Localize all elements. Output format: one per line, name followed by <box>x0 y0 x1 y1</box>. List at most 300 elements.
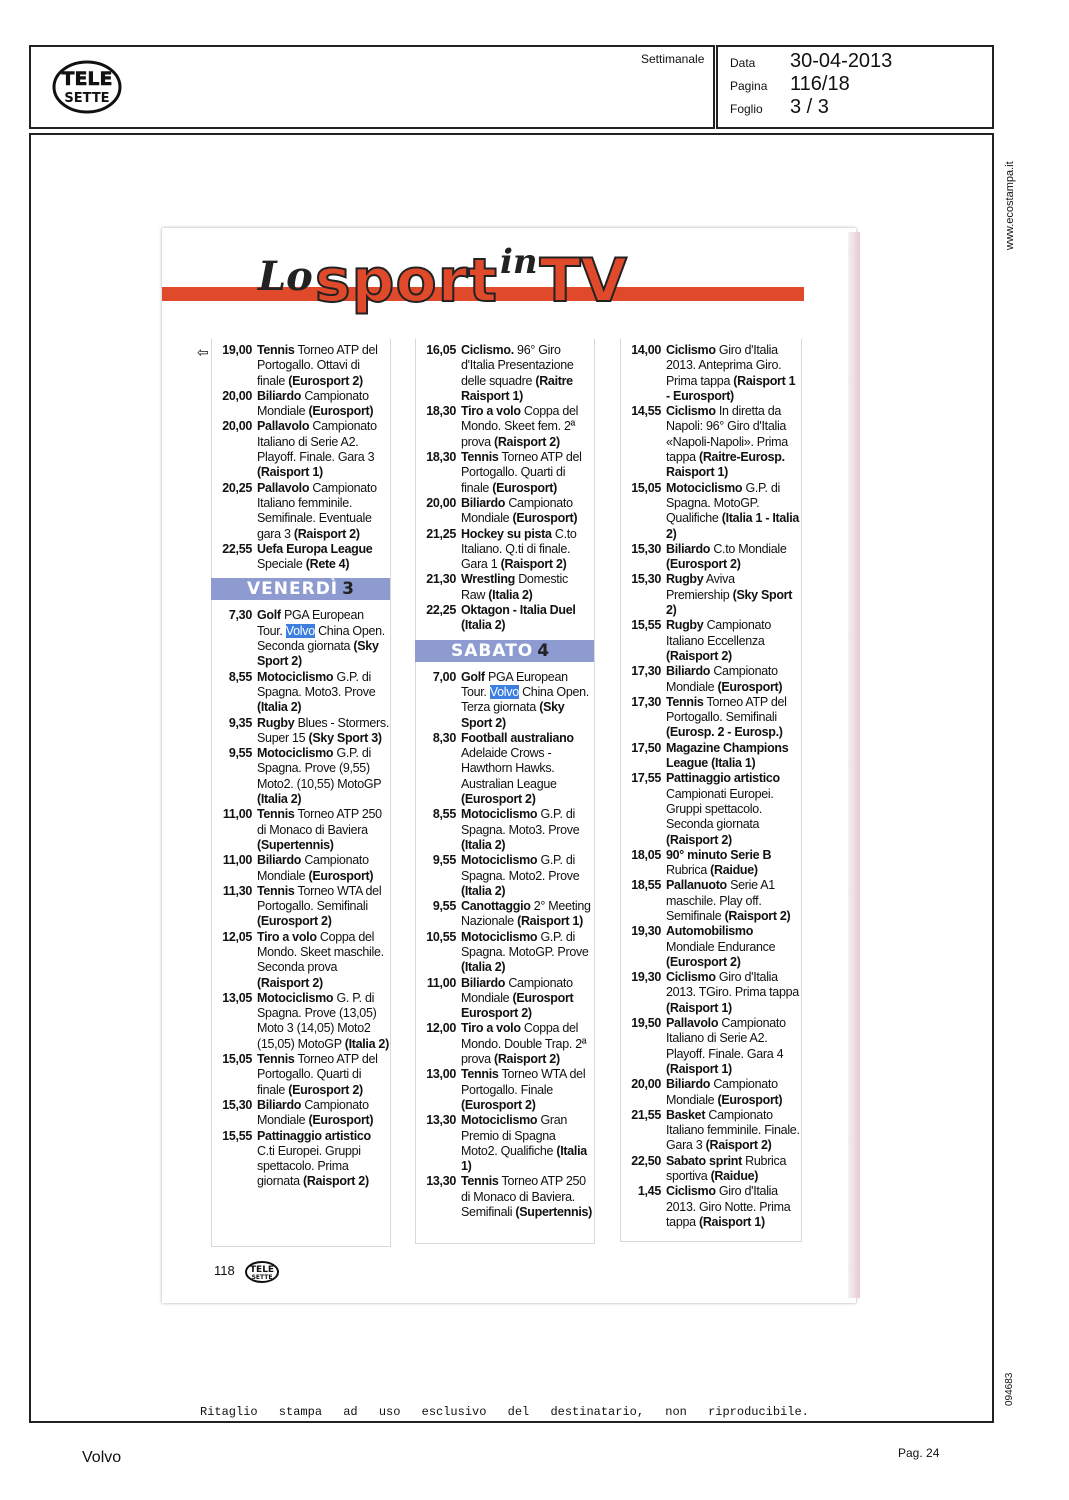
entry-time: 19,30 <box>631 924 661 939</box>
entry-desc: Ciclismo Giro d'Italia 2013. TGiro. Prima tappa (Raisport 1) <box>666 970 799 1015</box>
entry-sport: Pallavolo <box>257 480 310 495</box>
entry-sport: Motociclismo <box>257 990 334 1005</box>
entry-sport: Rugby <box>257 715 295 730</box>
entry-desc: Pallavolo Campionato Italiano di Serie A2. Playoff. Finale. Gara 4 (Raisport 1) <box>666 1016 786 1076</box>
meta-pagina-row <box>730 73 850 96</box>
entry-channel: (Raisport 2) <box>666 832 732 847</box>
entry-desc: Biliardo Campionato Mondiale (Eurosport) <box>257 853 374 883</box>
schedule-entry <box>416 450 594 496</box>
entry-sport: Pattinaggio artistico <box>666 771 780 786</box>
entry-desc: Ciclismo Giro d'Italia 2013. Anteprima Giro. Prima tappa (Raisport 1 - Eurosport) <box>666 343 796 403</box>
schedule-entry <box>212 1129 390 1190</box>
schedule-entry <box>621 970 801 1016</box>
entry-channel: (Eurosport 2) <box>461 1097 536 1112</box>
schedule-entry <box>212 991 390 1052</box>
entry-desc: Rugby Campionato Italiano Eccellenza (Raisport 2) <box>666 618 771 663</box>
entry-sport: Tiro a volo <box>461 404 521 419</box>
entry-channel: (Eurosport) <box>492 480 558 495</box>
entry-desc: Motociclismo Gran Premio di Spagna Moto2. Qualifiche (Italia 1) <box>461 1113 587 1174</box>
entry-channel: (Raisport 2) <box>493 1052 560 1067</box>
entry-time: 20,00 <box>222 419 252 434</box>
entry-desc: Tiro a volo Coppa del Mondo. Skeet fem. 2ª prova (Raisport 2) <box>461 404 579 449</box>
schedule-entry <box>621 878 801 924</box>
entry-desc: Rugby Blues - Stormers. Super 15 (Sky Sport 3) <box>257 715 390 745</box>
entry-channel: (Raisport 2) <box>257 975 323 990</box>
footer-note: Ritaglio stampa ad uso esclusivo del destinatario, non riproducibile. <box>200 1405 809 1419</box>
entry-channel: (Eurosport) <box>717 679 783 694</box>
schedule-entry <box>212 542 390 573</box>
entry-sport: Pattinaggio artistico <box>257 1128 371 1143</box>
entry-channel: (Sky Sport 3) <box>308 730 382 745</box>
entry-sport: 90° minuto Serie B <box>666 847 772 862</box>
entry-time: 8,55 <box>432 807 456 822</box>
entry-time: 13,30 <box>426 1113 456 1128</box>
entry-sport: Biliardo <box>461 495 506 510</box>
entry-sport: Tennis <box>257 883 295 898</box>
entry-time: 13,05 <box>222 990 252 1005</box>
header-left-box <box>29 45 715 129</box>
bottom-brand: Volvo <box>82 1449 122 1466</box>
entry-time: 17,55 <box>631 771 661 786</box>
schedule-entry <box>621 1154 801 1185</box>
entry-time: 12,00 <box>426 1021 456 1036</box>
entry-time: 11,00 <box>222 853 252 868</box>
entry-channel: (Eurosport 2) <box>288 373 363 388</box>
entry-channel: (Raidue) <box>710 1169 759 1184</box>
schedule-entry <box>212 716 390 747</box>
entry-sport: Uefa Europa League <box>257 541 373 556</box>
schedule-entry <box>621 1016 801 1077</box>
entry-time: 15,30 <box>631 541 661 556</box>
entry-channel: (Italia 2) <box>461 960 506 975</box>
side-url: www.ecostampa.it <box>1004 161 1016 250</box>
entry-desc <box>461 603 594 634</box>
entry-desc: Wrestling Domestic Raw (Italia 2) <box>461 572 568 602</box>
entry-channel: (Italia 2) <box>344 1036 389 1051</box>
entry-sport: Tennis <box>666 694 704 709</box>
entry-time: 10,55 <box>426 929 456 944</box>
entry-time: 20,00 <box>222 388 252 403</box>
entry-sport: Tennis <box>257 807 295 822</box>
entry-time: 8,30 <box>432 730 456 745</box>
schedule-entry <box>212 343 390 389</box>
entry-desc: Ciclismo In diretta da Napoli: 96° Giro d'Italia «Napoli-Napoli». Prima tappa (Raitre-Eurosp. Raisport 1) <box>666 404 788 480</box>
entry-desc: Motociclismo G.P. di Spagna. Prove (9,55) Moto2. (10,55) MotoGP (Italia 2) <box>257 746 382 807</box>
schedule-column-2 <box>415 339 595 1244</box>
day-header <box>415 640 594 662</box>
entry-desc: Tennis Torneo WTA del Portogallo. Finale (Eurosport 2) <box>461 1067 586 1112</box>
entry-sport: Magazine Champions League <box>666 740 789 771</box>
schedule-entry <box>212 389 390 420</box>
entry-channel: (Raidue) <box>710 863 758 878</box>
day-name: SABATO <box>451 640 534 661</box>
schedule-entry <box>212 419 390 480</box>
entry-time: 17,50 <box>631 740 661 755</box>
entry-time: 15,05 <box>631 480 661 495</box>
meta-data-row <box>730 50 892 73</box>
entry-sport: Biliardo <box>257 853 302 868</box>
entry-sport: Biliardo <box>666 1077 711 1092</box>
entry-channel: (Raisport 1) <box>257 465 323 480</box>
entry-desc: Tiro a volo Coppa del Mondo. Skeet maschile. Seconda prova (Raisport 2) <box>257 929 384 990</box>
entry-sport: Tennis <box>461 1174 499 1189</box>
entry-sport: Motociclismo <box>461 853 538 868</box>
entry-desc: Biliardo C.to Mondiale (Eurosport 2) <box>666 541 787 572</box>
entry-time: 14,00 <box>631 343 661 357</box>
entry-channel: (Raisport 1) <box>666 1061 732 1076</box>
entry-time: 20,00 <box>631 1077 661 1092</box>
entry-sport: Sabato sprint <box>666 1153 742 1168</box>
schedule-entry <box>621 1108 801 1154</box>
entry-desc: Tennis Torneo ATP 250 di Monaco di Baviera. Semifinali (Supertennis) <box>461 1174 593 1220</box>
entry-sport: Tennis <box>257 343 295 357</box>
entry-channel: (Eurosport 2) <box>257 914 332 929</box>
schedule-entry <box>621 404 801 480</box>
entry-sport: Motociclismo <box>666 480 743 495</box>
entry-channel: (Raisport 1 - Eurosport) <box>666 373 796 403</box>
banner-sport: sport <box>314 246 498 316</box>
entry-sport: Tiro a volo <box>257 929 317 944</box>
schedule-entry <box>212 853 390 884</box>
schedule-entry <box>212 670 390 716</box>
entry-time: 11,30 <box>222 883 252 898</box>
entry-time: 21,55 <box>631 1107 661 1122</box>
entry-sport: Biliardo <box>257 388 302 403</box>
schedule-entry <box>416 670 594 731</box>
entry-desc: Hockey su pista C.to Italiano. Q.ti di finale. Gara 1 (Raisport 2) <box>461 526 577 572</box>
schedule-entry <box>416 1067 594 1113</box>
entry-time: 16,05 <box>426 343 456 357</box>
entry-sport: Motociclismo <box>257 746 334 761</box>
entry-time: 11,00 <box>426 975 456 990</box>
entry-desc: 90° minuto Serie B Rubrica (Raidue) <box>666 847 772 878</box>
banner-title <box>258 242 627 316</box>
schedule-entry <box>416 731 594 807</box>
entry-time: 15,55 <box>222 1128 252 1143</box>
entry-channel: (Eurosp. 2 - Eurosp.) <box>666 725 783 740</box>
entry-sport: Motociclismo <box>257 669 334 684</box>
entry-sport: Ciclismo <box>666 970 716 985</box>
entry-sport: Pallanuoto <box>666 878 727 893</box>
entry-desc: Basket Campionato Italiano femminile. Finale. Gara 3 (Raisport 2) <box>666 1107 800 1153</box>
entry-time: 7,30 <box>228 608 252 623</box>
highlight-volvo: Volvo <box>489 684 519 699</box>
side-code: 094683 <box>1004 1372 1015 1406</box>
telesette-logo <box>52 60 122 114</box>
schedule-entry <box>621 343 801 404</box>
entry-desc: Pallavolo Campionato Italiano di Serie A2. Playoff. Finale. Gara 3 (Raisport 1) <box>257 419 377 480</box>
page-number: 118 <box>214 1263 235 1278</box>
entry-channel: (Italia 1) <box>461 1143 587 1174</box>
entry-desc: Tennis Torneo WTA del Portogallo. Semifinali (Eurosport 2) <box>257 883 382 929</box>
entry-channel: (Supertennis) <box>257 837 334 852</box>
entry-time: 8,55 <box>228 669 252 684</box>
entry-channel: (Eurosport) <box>308 868 374 883</box>
entry-sport: Wrestling <box>461 572 516 587</box>
schedule-entry <box>621 664 801 695</box>
entry-time: 1,45 <box>637 1184 661 1199</box>
schedule-entry <box>621 695 801 741</box>
day-number: 3 <box>342 579 355 600</box>
entry-channel: (Supertennis) <box>515 1205 593 1220</box>
entry-time: 9,55 <box>228 746 252 761</box>
entry-time: 15,30 <box>222 1097 252 1112</box>
schedule-entry <box>416 807 594 853</box>
entry-time: 22,25 <box>426 603 456 618</box>
schedule-entry <box>621 848 801 879</box>
entry-desc: Canottaggio 2° Meeting Nazionale (Raisport 1) <box>461 899 591 929</box>
entry-time: 21,30 <box>426 572 456 587</box>
entry-desc: Motociclismo G. P. di Spagna. Prove (13,05) Moto 3 (14,05) Moto2 (15,05) MotoGP (Italia 2) <box>257 990 389 1051</box>
entry-channel: (Italia 2) <box>257 792 302 807</box>
entry-channel: (Eurosport) <box>308 1113 374 1128</box>
entry-channel: (Raisport 1) <box>666 1000 732 1015</box>
schedule-entry <box>416 1021 594 1067</box>
schedule-entry <box>416 853 594 899</box>
schedule-entry <box>621 924 801 970</box>
telesette-mini-logo <box>245 1261 279 1283</box>
entry-channel: (Raisport 1) <box>517 914 583 929</box>
entry-sport: Football australiano <box>461 730 574 745</box>
entry-desc: Football australiano Adelaide Crows - Hawthorn Hawks. Australian League (Eurosport 2) <box>461 730 574 807</box>
entry-sport: Automobilismo <box>666 924 754 939</box>
entry-channel: (Eurosport 2) <box>666 557 741 572</box>
meta-foglio-row <box>730 96 829 119</box>
entry-desc: Biliardo Campionato Mondiale (Eurosport) <box>257 388 374 419</box>
entry-sport: Biliardo <box>666 664 711 679</box>
day-number: 4 <box>537 640 551 661</box>
entry-channel: (Italia 2) <box>488 587 533 602</box>
schedule-entry <box>212 746 390 807</box>
svg-text:SETTE: SETTE <box>251 1274 273 1281</box>
schedule-entry <box>416 572 594 603</box>
entry-sport: Ciclismo <box>666 1184 716 1199</box>
schedule-entry <box>416 899 594 930</box>
entry-channel: (Sky Sport 2) <box>257 639 379 669</box>
schedule-entry <box>212 1098 390 1129</box>
entry-channel: (Raisport 2) <box>293 526 360 541</box>
meta-key: Pagina <box>730 79 768 93</box>
entry-desc: Motociclismo G.P. di Spagna. Moto2. Prove (Italia 2) <box>461 853 580 898</box>
entry-sport: Pallavolo <box>666 1016 719 1031</box>
schedule-entry <box>416 343 594 404</box>
entry-time: 7,00 <box>432 669 456 684</box>
entry-desc: Tennis Torneo ATP del Portogallo. Semifinali (Eurosp. 2 - Eurosp.) <box>666 694 787 740</box>
entry-sport: Golf <box>257 608 281 623</box>
entry-channel: (Sky Sport 2) <box>461 700 565 730</box>
entry-channel: (Italia 2) <box>461 837 506 852</box>
entry-sport: Motociclismo <box>461 929 538 944</box>
entry-time: 18,55 <box>631 878 661 893</box>
entry-sport: Pallavolo <box>257 419 310 434</box>
entry-channel: (Raisport 2) <box>666 648 732 663</box>
entry-desc: Pattinaggio artistico C.ti Europei. Gruppi spettacolo. Prima giornata (Raisport 2) <box>257 1128 371 1189</box>
schedule-entry <box>212 807 390 853</box>
entry-channel: (Eurosport 2) <box>666 954 741 969</box>
entry-channel: (Raisport 2) <box>302 1174 369 1189</box>
schedule-entry <box>621 618 801 664</box>
entry-channel: (Italia 1) <box>711 756 756 771</box>
entry-channel: (Sky Sport 2) <box>666 587 793 618</box>
schedule-entry <box>212 884 390 930</box>
entry-desc: Motociclismo G.P. di Spagna. MotoGP. Prove (Italia 2) <box>461 929 589 975</box>
svg-text:TELE: TELE <box>249 1265 275 1275</box>
entry-desc: Golf PGA European Tour. Volvo China Open. Seconda giornata (Sky Sport 2) <box>257 608 385 669</box>
banner-lo: Lo <box>258 253 313 300</box>
entry-time: 18,05 <box>631 847 661 862</box>
entry-sport: Tiro a volo <box>461 1021 521 1036</box>
entry-channel: (Eurosport) <box>512 511 578 526</box>
entry-sport: Golf <box>461 669 485 684</box>
entry-sport: Canottaggio <box>461 899 531 914</box>
entry-sport: Ciclismo. <box>461 343 514 357</box>
entry-channel: (Eurosport Eurosport 2) <box>461 990 574 1021</box>
schedule-entry <box>416 976 594 1022</box>
day-name: VENERDÌ <box>247 579 339 600</box>
entry-sport: Ciclismo <box>666 404 716 419</box>
entry-desc: Golf PGA European Tour. Volvo China Open. Terza giornata (Sky Sport 2) <box>461 669 589 730</box>
entry-sport: Tennis <box>257 1052 295 1067</box>
entry-time: 11,00 <box>222 807 252 822</box>
entry-time: 9,55 <box>432 853 456 868</box>
entry-time: 15,05 <box>222 1052 252 1067</box>
entry-desc: Biliardo Campionato Mondiale (Eurosport) <box>257 1097 374 1128</box>
entry-time: 12,05 <box>222 929 252 944</box>
entry-time: 9,35 <box>228 715 252 730</box>
entry-sport: Rugby <box>666 572 704 587</box>
periodicity-label: Settimanale <box>641 52 705 66</box>
entry-desc: Motociclismo G.P. di Spagna. Moto3. Prove (Italia 2) <box>461 807 580 852</box>
entry-time: 15,30 <box>631 572 661 587</box>
entry-sport: Motociclismo <box>461 1113 538 1128</box>
entry-desc: Pallanuoto Serie A1 maschile. Play off. Semifinale (Raisport 2) <box>666 878 791 923</box>
entry-desc: Ciclismo Giro d'Italia 2013. Giro Notte. Prima tappa (Raisport 1) <box>666 1184 791 1229</box>
entry-desc: Tennis Torneo ATP del Portogallo. Quarti di finale (Eurosport 2) <box>257 1052 378 1097</box>
entry-channel: (Eurosport) <box>717 1092 783 1107</box>
schedule-entry <box>621 1077 801 1108</box>
highlight-volvo: Volvo <box>285 623 315 638</box>
entry-desc: Biliardo Campionato Mondiale (Eurosport) <box>461 495 578 526</box>
schedule-entry <box>621 741 801 772</box>
schedule-entry <box>621 771 801 847</box>
entry-sport: Oktagon - Italia Duel <box>461 603 576 618</box>
entry-desc: Tennis Torneo ATP 250 di Monaco di Baviera (Supertennis) <box>257 807 382 852</box>
schedule-entry <box>416 496 594 527</box>
schedule-entry <box>416 930 594 976</box>
entry-time: 13,30 <box>426 1174 456 1189</box>
entry-desc: Pattinaggio artistico Campionati Europei. Gruppi spettacolo. Seconda giornata (Raisport 2) <box>666 771 780 847</box>
entry-sport: Basket <box>666 1107 706 1122</box>
entry-desc: Automobilismo Mondiale Endurance (Eurosport 2) <box>666 924 776 969</box>
schedule-entry <box>212 481 390 542</box>
entry-channel: (Italia 2) <box>257 700 302 715</box>
schedule-entry <box>212 608 390 669</box>
entry-channel: (Italia 2) <box>461 883 506 898</box>
entry-channel: (Italia 1 - Italia 2) <box>666 511 800 541</box>
entry-channel: (Raisport 2) <box>500 557 567 572</box>
entry-sport: Biliardo <box>461 975 506 990</box>
schedule-entry <box>416 1113 594 1174</box>
schedule-entry <box>621 481 801 542</box>
entry-time: 19,50 <box>631 1016 661 1031</box>
entry-sport: Tennis <box>461 1067 499 1082</box>
entry-desc: Rugby Aviva Premiership (Sky Sport 2) <box>666 572 793 618</box>
entry-desc: Biliardo Campionato Mondiale (Eurosport Eurosport 2) <box>461 975 574 1021</box>
entry-time: 21,25 <box>426 526 456 541</box>
entry-channel: (Eurosport 2) <box>461 792 536 807</box>
meta-value: 116/18 <box>790 73 850 95</box>
entry-channel: (Raitre-Eurosp. Raisport 1) <box>666 450 785 480</box>
entry-channel: (Eurosport) <box>308 404 374 419</box>
entry-sport: Biliardo <box>257 1097 302 1112</box>
bottom-page-number: Pag. 24 <box>898 1446 940 1460</box>
entry-desc: Biliardo Campionato Mondiale (Eurosport) <box>666 1077 783 1107</box>
entry-desc: Tiro a volo Coppa del Mondo. Double Trap. 2ª prova (Raisport 2) <box>461 1021 587 1067</box>
banner-in: in <box>499 242 538 282</box>
entry-time: 17,30 <box>631 694 661 709</box>
entry-time: 18,30 <box>426 450 456 465</box>
entry-sport: Ciclismo <box>666 343 716 357</box>
entry-time: 15,55 <box>631 618 661 633</box>
entry-sport: Rugby <box>666 618 704 633</box>
entry-channel: (Eurosport 2) <box>288 1082 363 1097</box>
entry-time: 9,55 <box>432 899 456 914</box>
schedule-column-1 <box>211 339 391 1247</box>
schedule-entry <box>416 603 594 634</box>
meta-value: 30-04-2013 <box>790 50 893 72</box>
schedule-entry <box>621 542 801 573</box>
entry-time: 17,30 <box>631 664 661 679</box>
entry-channel: (Raisport 2) <box>724 908 791 923</box>
entry-time: 19,00 <box>222 343 252 357</box>
schedule-entry <box>621 572 801 618</box>
entry-desc: Pallavolo Campionato Italiano femminile. Semifinale. Eventuale gara 3 (Raisport 2) <box>257 480 377 541</box>
meta-value: 3 / 3 <box>790 96 829 118</box>
clipping-edge <box>848 232 860 1298</box>
entry-time: 18,30 <box>426 404 456 419</box>
entry-channel: (Raitre Raisport 1) <box>461 373 573 403</box>
entry-desc: Biliardo Campionato Mondiale (Eurosport) <box>666 664 783 694</box>
entry-sport: Hockey su pista <box>461 526 552 541</box>
meta-key: Data <box>730 56 756 70</box>
svg-text:SETTE: SETTE <box>64 91 110 106</box>
entry-time: 20,25 <box>222 480 252 495</box>
entry-sport: Motociclismo <box>461 807 538 822</box>
entry-desc: Tennis Torneo ATP del Portogallo. Quarti di finale (Eurosport) <box>461 450 582 495</box>
entry-desc: Sabato sprint Rubrica sportiva (Raidue) <box>666 1153 787 1184</box>
entry-channel: (Raisport 2) <box>493 434 560 449</box>
arrow-icon: ⇦ <box>197 344 209 360</box>
entry-time: 22,55 <box>222 541 252 556</box>
banner-tv: TV <box>539 246 627 316</box>
schedule-entry <box>416 527 594 573</box>
schedule-entry <box>212 930 390 991</box>
svg-text:TELE: TELE <box>61 68 113 90</box>
entry-time: 19,30 <box>631 970 661 985</box>
entry-channel: (Rete 4) <box>305 557 350 572</box>
entry-desc: Tennis Torneo ATP del Portogallo. Ottavi di finale (Eurosport 2) <box>257 343 378 388</box>
entry-channel: (Raisport 1) <box>698 1214 765 1229</box>
schedule-entry <box>621 1184 801 1230</box>
entry-desc: Motociclismo G.P. di Spagna. Moto3. Prove (Italia 2) <box>257 669 376 715</box>
entry-desc <box>666 741 801 772</box>
entry-channel: (Italia 2) <box>461 618 506 633</box>
schedule-entry <box>416 404 594 450</box>
meta-key: Foglio <box>730 102 763 116</box>
schedule-entry <box>416 1174 594 1220</box>
entry-desc: Ciclismo. 96° Giro d'Italia Presentazione delle squadre (Raitre Raisport 1) <box>461 343 574 403</box>
entry-sport: Tennis <box>461 450 499 465</box>
